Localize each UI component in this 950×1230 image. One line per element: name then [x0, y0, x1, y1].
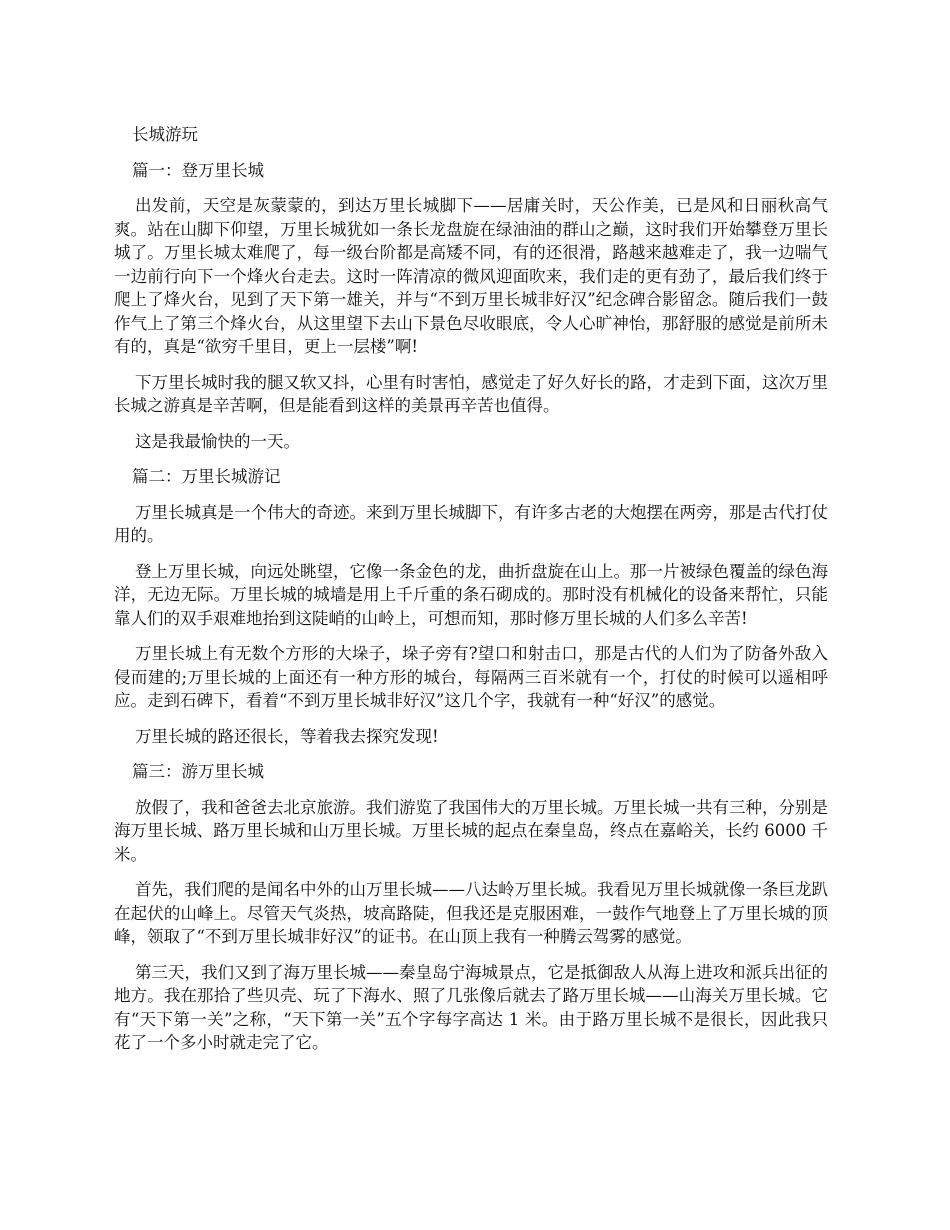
paragraph: 万里长城上有无数个方形的大垛子，垛子旁有?望口和射击口，那是古代的人们为了防备外敌入侵而建的;万里长城的上面还有一种方形的城台，每隔两三百米就有一个，打仗的时候可以遥相呼应。走到石碑下，看着“不到万里长城非好汉”这几个字，我就有一种“好汉”的感觉。 — [114, 644, 828, 710]
paragraph: 万里长城真是一个伟大的奇迹。来到万里长城脚下，有许多古老的大炮摆在两旁，那是古代打仗用的。 — [114, 502, 828, 545]
section-heading: 篇一：登万里长城 — [132, 160, 264, 180]
paragraph: 登上万里长城，向远处眺望，它像一条金色的龙，曲折盘旋在山上。那一片被绿色覆盖的绿色海洋，无边无际。万里长城的城墙是用上千斤重的条石砌成的。那时没有机械化的设备来帮忙，只能靠人们的双手艰难地抬到这陡峭的山岭上，可想而知，那时修万里长城的人们多么辛苦! — [114, 561, 828, 628]
document-title: 长城游玩 — [132, 125, 198, 144]
paragraph: 万里长城的路还很长，等着我去探究发现! — [135, 726, 439, 746]
paragraph: 出发前，天空是灰蒙蒙的，到达万里长城脚下——居庸关时，天公作美，已是风和日丽秋高气爽。站在山脚下仰望，万里长城犹如一条长龙盘旋在绿油油的群山之巅，这时我们开始攀登万里长城了。万里长城太难爬了，每一级台阶都是高矮不同，有的还很滑，路越来越难走了，我一边喘气一边前行向下一个烽火台走去。这时一阵清凉的微风迎面吹来，我们走的更有劲了，最后我们终于爬上了烽火台，见到了天下第一雄关，并与“不到万里长城非好汉”纪念碑合影留念。随后我们一鼓作气上了第三个烽火台，从这里望下去山下景色尽收眼底，令人心旷神怡，那舒服的感觉是前所未有的，真是“欲穷千里目，更上一层楼”啊! — [114, 196, 828, 356]
section-1 — [114, 159, 828, 454]
paragraph: 这是我最愉快的一天。 — [135, 431, 300, 451]
section-heading: 篇三：游万里长城 — [132, 762, 264, 781]
document-body — [114, 123, 828, 1067]
section-3 — [114, 760, 828, 1055]
section-2 — [114, 465, 828, 748]
paragraph: 下万里长城时我的腿又软又抖，心里有时害怕，感觉走了好久好长的路，才走到下面，这次万里长城之游真是辛苦啊，但是能看到这样的美景再辛苦也值得。 — [114, 372, 828, 415]
paragraph: 首先，我们爬的是闻名中外的山万里长城——八达岭万里长城。我看见万里长城就像一条巨龙趴在起伏的山峰上。尽管天气炎热，坡高路陡，但我还是克服困难，一鼓作气地登上了万里长城的顶峰，领取了“不到万里长城非好汉”的证书。在山顶上我有一种腾云驾雾的感觉。 — [114, 880, 828, 946]
paragraph: 放假了，我和爸爸去北京旅游。我们游览了我国伟大的万里长城。万里长城一共有三种，分别是海万里长城、路万里长城和山万里长城。万里长城的起点在秦皇岛，终点在嘉峪关，长约 6000 千米。 — [114, 797, 828, 864]
paragraph: 第三天，我们又到了海万里长城——秦皇岛宁海城景点，它是抵御敌人从海上进攻和派兵出征的地方。我在那拾了些贝壳、玩了下海水、照了几张像后就去了路万里长城——山海关万里长城。它有“天下第一关”之称，“天下第一关”五个字每字高达 1 米。由于路万里长城不是很长，因此我只花了一个多小时就走完了它。 — [114, 962, 828, 1052]
section-heading: 篇二：万里长城游记 — [132, 467, 281, 486]
